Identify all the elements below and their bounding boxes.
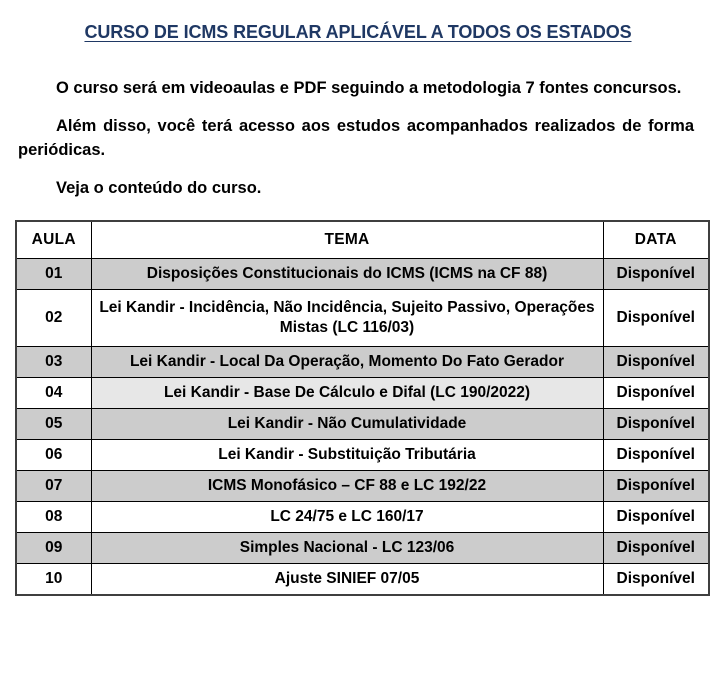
cell-aula: 07 [16,470,91,501]
table-header [16,221,709,259]
cell-tema: Lei Kandir - Substituição Tributária [91,439,603,470]
table-row [16,289,709,346]
paragraph-2: Além disso, você terá acesso aos estudos acompanhados realizados de forma periódicas. [18,117,694,159]
cell-aula: 03 [16,346,91,377]
paragraph-1: O curso será em videoaulas e PDF seguindo a metodologia 7 fontes concursos. [56,79,682,97]
cell-tema: Lei Kandir - Incidência, Não Incidência, Sujeito Passivo, Operações Mistas (LC 116/03) [91,289,603,346]
table-row [16,258,709,289]
intro-text-block [0,77,716,201]
cell-aula: 06 [16,439,91,470]
cell-aula: 05 [16,408,91,439]
cell-status-disponivel[interactable]: Disponível [603,289,709,346]
paragraph-3: Veja o conteúdo do curso. [56,179,262,198]
table-row [16,532,709,563]
column-header-tema: TEMA [91,221,603,259]
table-row [16,346,709,377]
cell-tema: Lei Kandir - Base De Cálculo e Difal (LC 190/2022) [91,377,603,408]
table-row [16,501,709,532]
cell-tema: Simples Nacional - LC 123/06 [91,532,603,563]
cell-status-disponivel[interactable]: Disponível [603,501,709,532]
cell-status-disponivel[interactable]: Disponível [603,377,709,408]
table-row [16,470,709,501]
cell-status-disponivel[interactable]: Disponível [603,532,709,563]
table-body [16,258,709,595]
table-row [16,439,709,470]
table-row [16,563,709,595]
cell-tema: Disposições Constitucionais do ICMS (ICMS na CF 88) [91,258,603,289]
cell-aula: 01 [16,258,91,289]
cell-status-disponivel[interactable]: Disponível [603,470,709,501]
column-header-data: DATA [603,221,709,259]
cell-status-disponivel[interactable]: Disponível [603,258,709,289]
cell-aula: 10 [16,563,91,595]
cell-aula: 08 [16,501,91,532]
page-title: CURSO DE ICMS REGULAR APLICÁVEL A TODOS OS ESTADOS [84,22,632,42]
course-content-table [15,220,710,596]
cell-aula: 02 [16,289,91,346]
cell-tema: Lei Kandir - Não Cumulatividade [91,408,603,439]
cell-aula: 04 [16,377,91,408]
cell-aula: 09 [16,532,91,563]
table-row [16,377,709,408]
cell-status-disponivel[interactable]: Disponível [603,439,709,470]
table-header-row [16,221,709,259]
cell-status-disponivel[interactable]: Disponível [603,563,709,595]
course-content-table-wrapper [15,220,708,596]
cell-tema: ICMS Monofásico – CF 88 e LC 192/22 [91,470,603,501]
table-row [16,408,709,439]
cell-status-disponivel[interactable]: Disponível [603,408,709,439]
cell-tema: LC 24/75 e LC 160/17 [91,501,603,532]
column-header-aula: AULA [16,221,91,259]
cell-tema: Ajuste SINIEF 07/05 [91,563,603,595]
cell-tema: Lei Kandir - Local Da Operação, Momento Do Fato Gerador [91,346,603,377]
cell-status-disponivel[interactable]: Disponível [603,346,709,377]
